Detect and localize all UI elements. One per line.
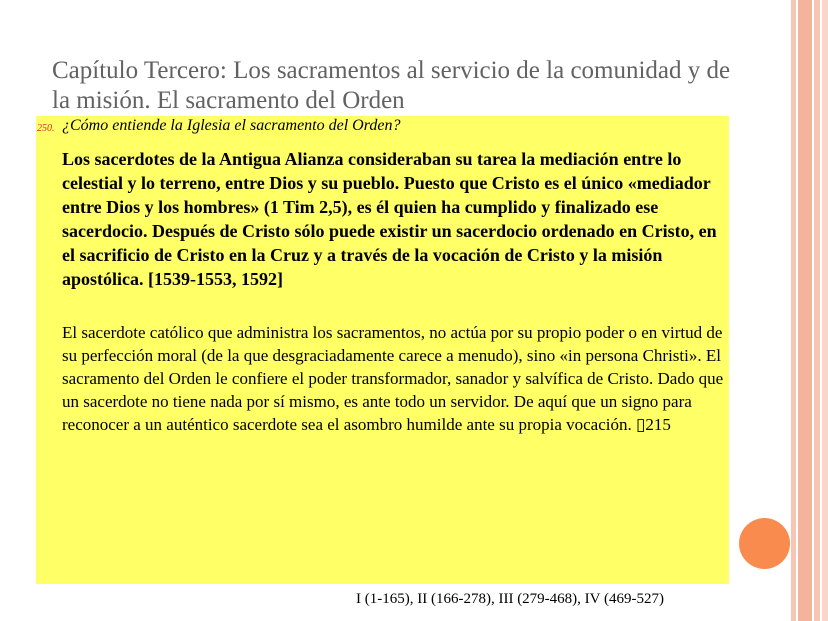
question-number: 250. [37,123,55,134]
footer-ranges: I (1-165), II (166-278), III (279-468), IV (469-527) [356,591,664,607]
decorative-circle [739,518,790,569]
question-text: ¿Cómo entiende la Iglesia el sacramento del Orden? [62,117,401,134]
decorative-stripes [790,0,828,621]
slide-title: Capítulo Tercero: Los sacramentos al servicio de la comunidad y de la misión. El sacramento del Orden [52,57,731,114]
answer-body: El sacerdote católico que administra los sacramentos, no actúa por su propio poder o en virtud de su perfección moral (de la que desgraciadamente carece a menudo), sino «in persona Christi». El sacramento del Orden le confiere el poder transformador, sanador y salvífica de Cristo. Dado que un sacerdote no tiene nada por sí mismo, es ante todo un servidor. De aquí que un signo para reconocer a un auténtico sacerdote sea el asombro humilde ante su propia vocación. ▯215 [62,323,724,434]
answer-summary: Los sacerdotes de la Antigua Alianza consideraban su tarea la mediación entre lo celestial y lo terreno, entre Dios y su pueblo. Puesto que Cristo es el único «mediador entre Dios y los hombres» (1 Tim 2,5), es él quien ha cumplido y finalizado ese sacerdocio. Después de Cristo sólo puede existir un sacerdocio ordenado en Cristo, en el sacrificio de Cristo en la Cruz y a través de la vocación de Cristo y la misión apostólica. [1539-1553, 1592] [62,149,717,289]
